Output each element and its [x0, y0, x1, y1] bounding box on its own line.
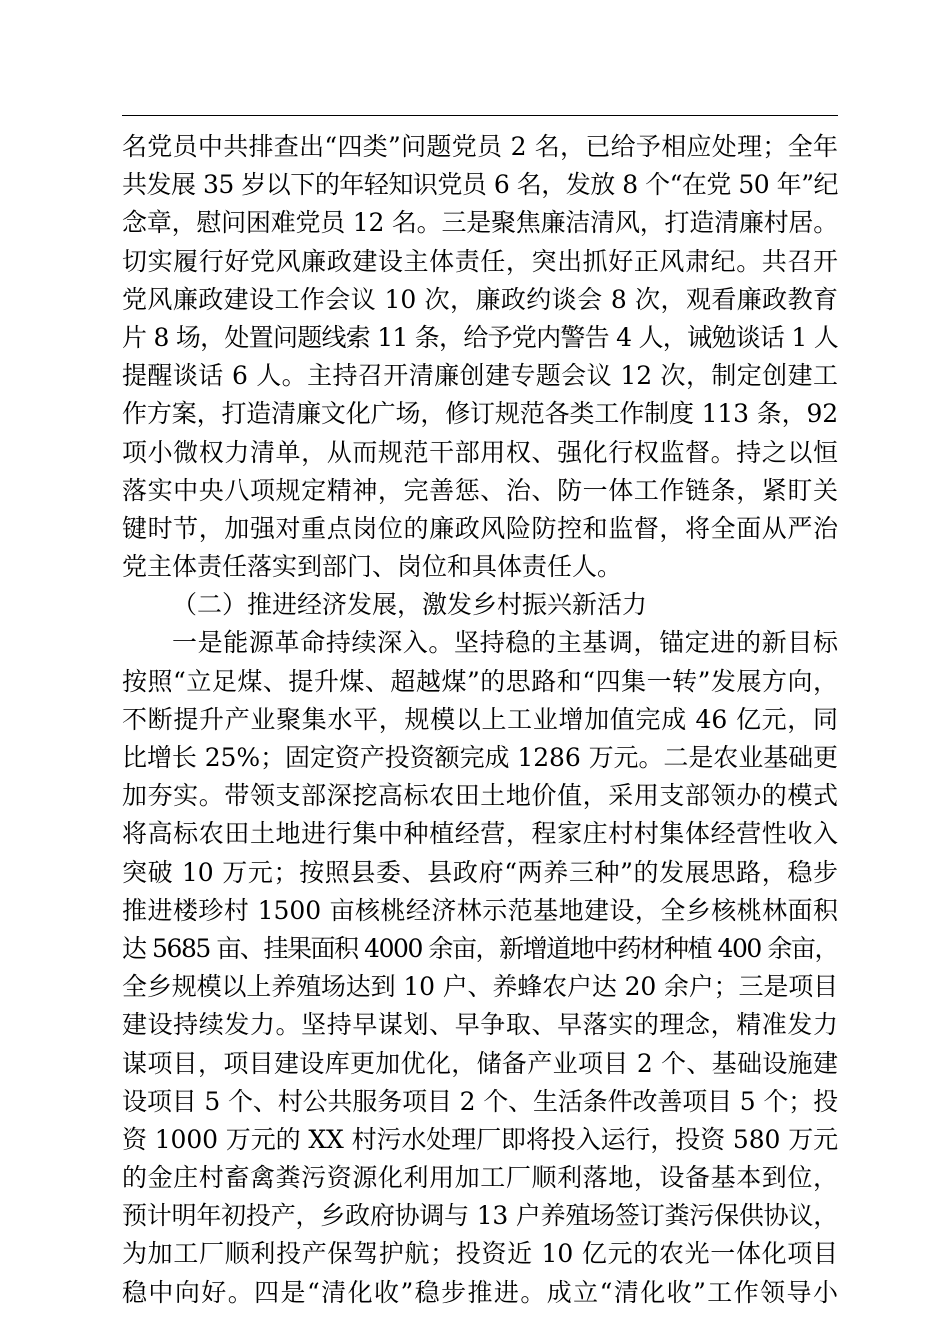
- text-line: 不断提升产业聚集水平，规模以上工业增加值完成 46 亿元，同: [122, 704, 838, 734]
- section-heading: （二）推进经济发展，激发乡村振兴新活力: [172, 590, 648, 620]
- body-text: [122, 128, 838, 1312]
- text-line: 预计明年初投产，乡政府协调与 13 户养殖场签订粪污保供协议，: [122, 1201, 838, 1231]
- text-line: 按照“立足煤、提升煤、超越煤”的思路和“四集一转”发展方向，: [122, 666, 838, 696]
- text-line: 提醒谈话 6 人。主持召开清廉创建专题会议 12 次，制定创建工: [122, 361, 838, 391]
- text-line: 作方案，打造清廉文化广场，修订规范各类工作制度 113 条，92: [122, 399, 838, 429]
- text-line: 全乡规模以上养殖场达到 10 户、养蜂农户达 20 余户；三是项目: [122, 972, 838, 1002]
- text-line: 突破 10 万元；按照县委、县政府“两养三种”的发展思路，稳步: [122, 857, 838, 887]
- text-line: 为加工厂顺利投产保驾护航；投资近 10 亿元的农光一体化项目: [122, 1239, 838, 1269]
- text-line: 党主体责任落实到部门、岗位和具体责任人。: [122, 552, 623, 582]
- text-line: 设项目 5 个、村公共服务项目 2 个、生活条件改善项目 5 个；投: [122, 1086, 838, 1116]
- text-line: 键时节，加强对重点岗位的廉政风险防控和监督，将全面从严治: [122, 513, 838, 543]
- text-line: 的金庄村畜禽粪污资源化利用加工厂顺利落地，设备基本到位，: [122, 1163, 838, 1193]
- text-line: 稳中向好。四是“清化收”稳步推进。成立“清化收”工作领导小: [122, 1277, 838, 1307]
- text-line: 念章，慰问困难党员 12 名。三是聚焦廉洁清风，打造清廉村居。: [122, 208, 838, 238]
- text-line: 建设持续发力。坚持早谋划、早争取、早落实的理念，精准发力: [122, 1010, 838, 1040]
- header-rule: [122, 115, 838, 116]
- text-line: 名党员中共排查出“四类”问题党员 2 名，已给予相应处理；全年: [122, 132, 838, 161]
- text-line: 片 8 场，处置问题线索 11 条，给予党内警告 4 人，诫勉谈话 1 人: [122, 322, 838, 352]
- text-line: 一是能源革命持续深入。坚持稳的主基调，锚定进的新目标: [172, 628, 838, 658]
- text-line: 推进楼珍村 1500 亩核桃经济林示范基地建设，全乡核桃林面积: [122, 895, 838, 925]
- text-line: 共发展 35 岁以下的年轻知识党员 6 名，发放 8 个“在党 50 年”纪: [122, 170, 838, 200]
- text-line: 谋项目，项目建设库更加优化，储备产业项目 2 个、基础设施建: [122, 1048, 838, 1078]
- text-line: 达 5685 亩、挂果面积 4000 余亩，新增道地中药材种植 400 余亩，: [122, 933, 838, 963]
- text-line: 切实履行好党风廉政建设主体责任，突出抓好正风肃纪。共召开: [122, 246, 838, 276]
- text-line: 落实中央八项规定精神，完善惩、治、防一体工作链条，紧盯关: [122, 475, 838, 505]
- text-line: 将高标农田土地进行集中种植经营，程家庄村村集体经营性收入: [122, 819, 838, 849]
- text-line: 资 1000 万元的 XX 村污水处理厂即将投入运行，投资 580 万元: [122, 1124, 838, 1154]
- text-line: 加夯实。带领支部深挖高标农田土地价值，采用支部领办的模式: [122, 781, 838, 811]
- text-line: 党风廉政建设工作会议 10 次，廉政约谈会 8 次，观看廉政教育: [122, 284, 838, 314]
- text-line: 项小微权力清单，从而规范干部用权、强化行权监督。持之以恒: [122, 437, 838, 467]
- text-line: 比增长 25%；固定资产投资额完成 1286 万元。二是农业基础更: [122, 743, 838, 772]
